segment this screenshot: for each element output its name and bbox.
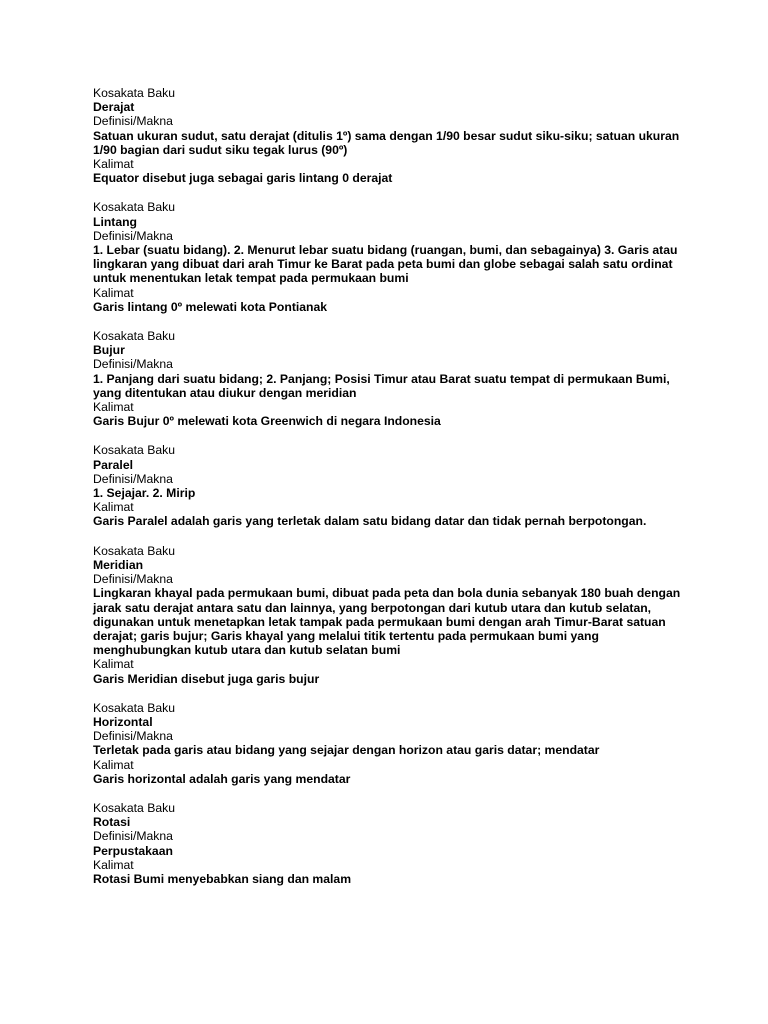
label-definisi: Definisi/Makna bbox=[93, 114, 173, 129]
entry-definition: Terletak pada garis atau bidang yang sejajar dengan horizon atau garis datar; mendatar bbox=[93, 743, 600, 758]
entry-definition: Perpustakaan bbox=[93, 843, 173, 858]
label-kalimat: Kalimat bbox=[93, 857, 134, 872]
document-page bbox=[93, 86, 683, 901]
label-kosakata-baku: Kosakata Baku bbox=[93, 443, 175, 458]
label-kalimat: Kalimat bbox=[93, 757, 134, 772]
entry-horizontal bbox=[93, 701, 683, 786]
entry-definition: 1. Panjang dari suatu bidang; 2. Panjang; Posisi Timur atau Barat suatu tempat di permukaan Bumi, yang ditentukan atau diukur dengan meridian bbox=[93, 371, 670, 400]
label-kalimat: Kalimat bbox=[93, 157, 134, 172]
label-definisi: Definisi/Makna bbox=[93, 357, 173, 372]
entry-sentence: Rotasi Bumi menyebabkan siang dan malam bbox=[93, 871, 352, 886]
label-kosakata-baku: Kosakata Baku bbox=[93, 86, 175, 100]
label-kalimat: Kalimat bbox=[93, 500, 134, 515]
entry-word: Meridian bbox=[93, 557, 144, 572]
label-kalimat: Kalimat bbox=[93, 400, 134, 415]
entry-lintang bbox=[93, 200, 683, 314]
label-definisi: Definisi/Makna bbox=[93, 729, 173, 744]
entry-sentence: Garis Meridian disebut juga garis bujur bbox=[93, 671, 320, 686]
entry-rotasi bbox=[93, 801, 683, 886]
entry-paralel bbox=[93, 443, 683, 528]
label-kosakata-baku: Kosakata Baku bbox=[93, 800, 175, 815]
entry-sentence: Equator disebut juga sebagai garis lintang 0 derajat bbox=[93, 171, 393, 186]
entry-sentence: Garis lintang 0º melewati kota Pontianak bbox=[93, 299, 328, 314]
label-kosakata-baku: Kosakata Baku bbox=[93, 543, 175, 558]
entry-definition: 1. Sejajar. 2. Mirip bbox=[93, 486, 196, 501]
entry-definition: Satuan ukuran sudut, satu derajat (ditulis 1º) sama dengan 1/90 besar sudut siku-siku; satuan ukuran 1/90 bagian dari sudut siku tegak lurus (90º) bbox=[93, 128, 680, 157]
entry-word: Horizontal bbox=[93, 714, 153, 729]
entry-definition: Lingkaran khayal pada permukaan bumi, dibuat pada peta dan bola dunia sebanyak 180 buah dengan jarak satu derajat antara satu dan lainnya, yang berpotongan dari kutub utara dan kutub selatan, digunakan untuk menetapkan letak tampak pada permukaan bumi dengan arah Timur-Barat satuan derajat; garis bujur; Garis khayal yang melalui titik tertentu pada permukaan bumi yang menghubungkan kutub utara dan kutub selatan bumi bbox=[93, 586, 681, 658]
entry-sentence: Garis Paralel adalah garis yang terletak dalam satu bidang datar dan tidak pernah berpotongan. bbox=[93, 514, 647, 529]
entry-bujur bbox=[93, 329, 683, 428]
label-kalimat: Kalimat bbox=[93, 285, 134, 300]
entry-word: Lintang bbox=[93, 214, 138, 229]
entry-word: Paralel bbox=[93, 457, 133, 472]
entry-meridian bbox=[93, 544, 683, 686]
label-definisi: Definisi/Makna bbox=[93, 572, 173, 587]
entry-word: Bujur bbox=[93, 343, 125, 358]
entry-derajat bbox=[93, 86, 683, 185]
entry-word: Derajat bbox=[93, 100, 135, 115]
entry-word: Rotasi bbox=[93, 815, 131, 830]
label-kosakata-baku: Kosakata Baku bbox=[93, 329, 175, 344]
label-kosakata-baku: Kosakata Baku bbox=[93, 200, 175, 215]
entry-sentence: Garis horizontal adalah garis yang mendatar bbox=[93, 771, 351, 786]
entry-definition: 1. Lebar (suatu bidang). 2. Menurut lebar suatu bidang (ruangan, bumi, dan sebagainya) 3. Garis atau lingkaran yang dibuat dari arah Timur ke Barat pada peta bumi dan globe sebagai salah satu ordinat untuk menentukan letak tempat pada permukaan bumi bbox=[93, 243, 678, 286]
label-definisi: Definisi/Makna bbox=[93, 829, 173, 844]
label-definisi: Definisi/Makna bbox=[93, 471, 173, 486]
label-kosakata-baku: Kosakata Baku bbox=[93, 700, 175, 715]
entry-sentence: Garis Bujur 0º melewati kota Greenwich di negara Indonesia bbox=[93, 414, 441, 429]
label-definisi: Definisi/Makna bbox=[93, 228, 173, 243]
label-kalimat: Kalimat bbox=[93, 657, 134, 672]
